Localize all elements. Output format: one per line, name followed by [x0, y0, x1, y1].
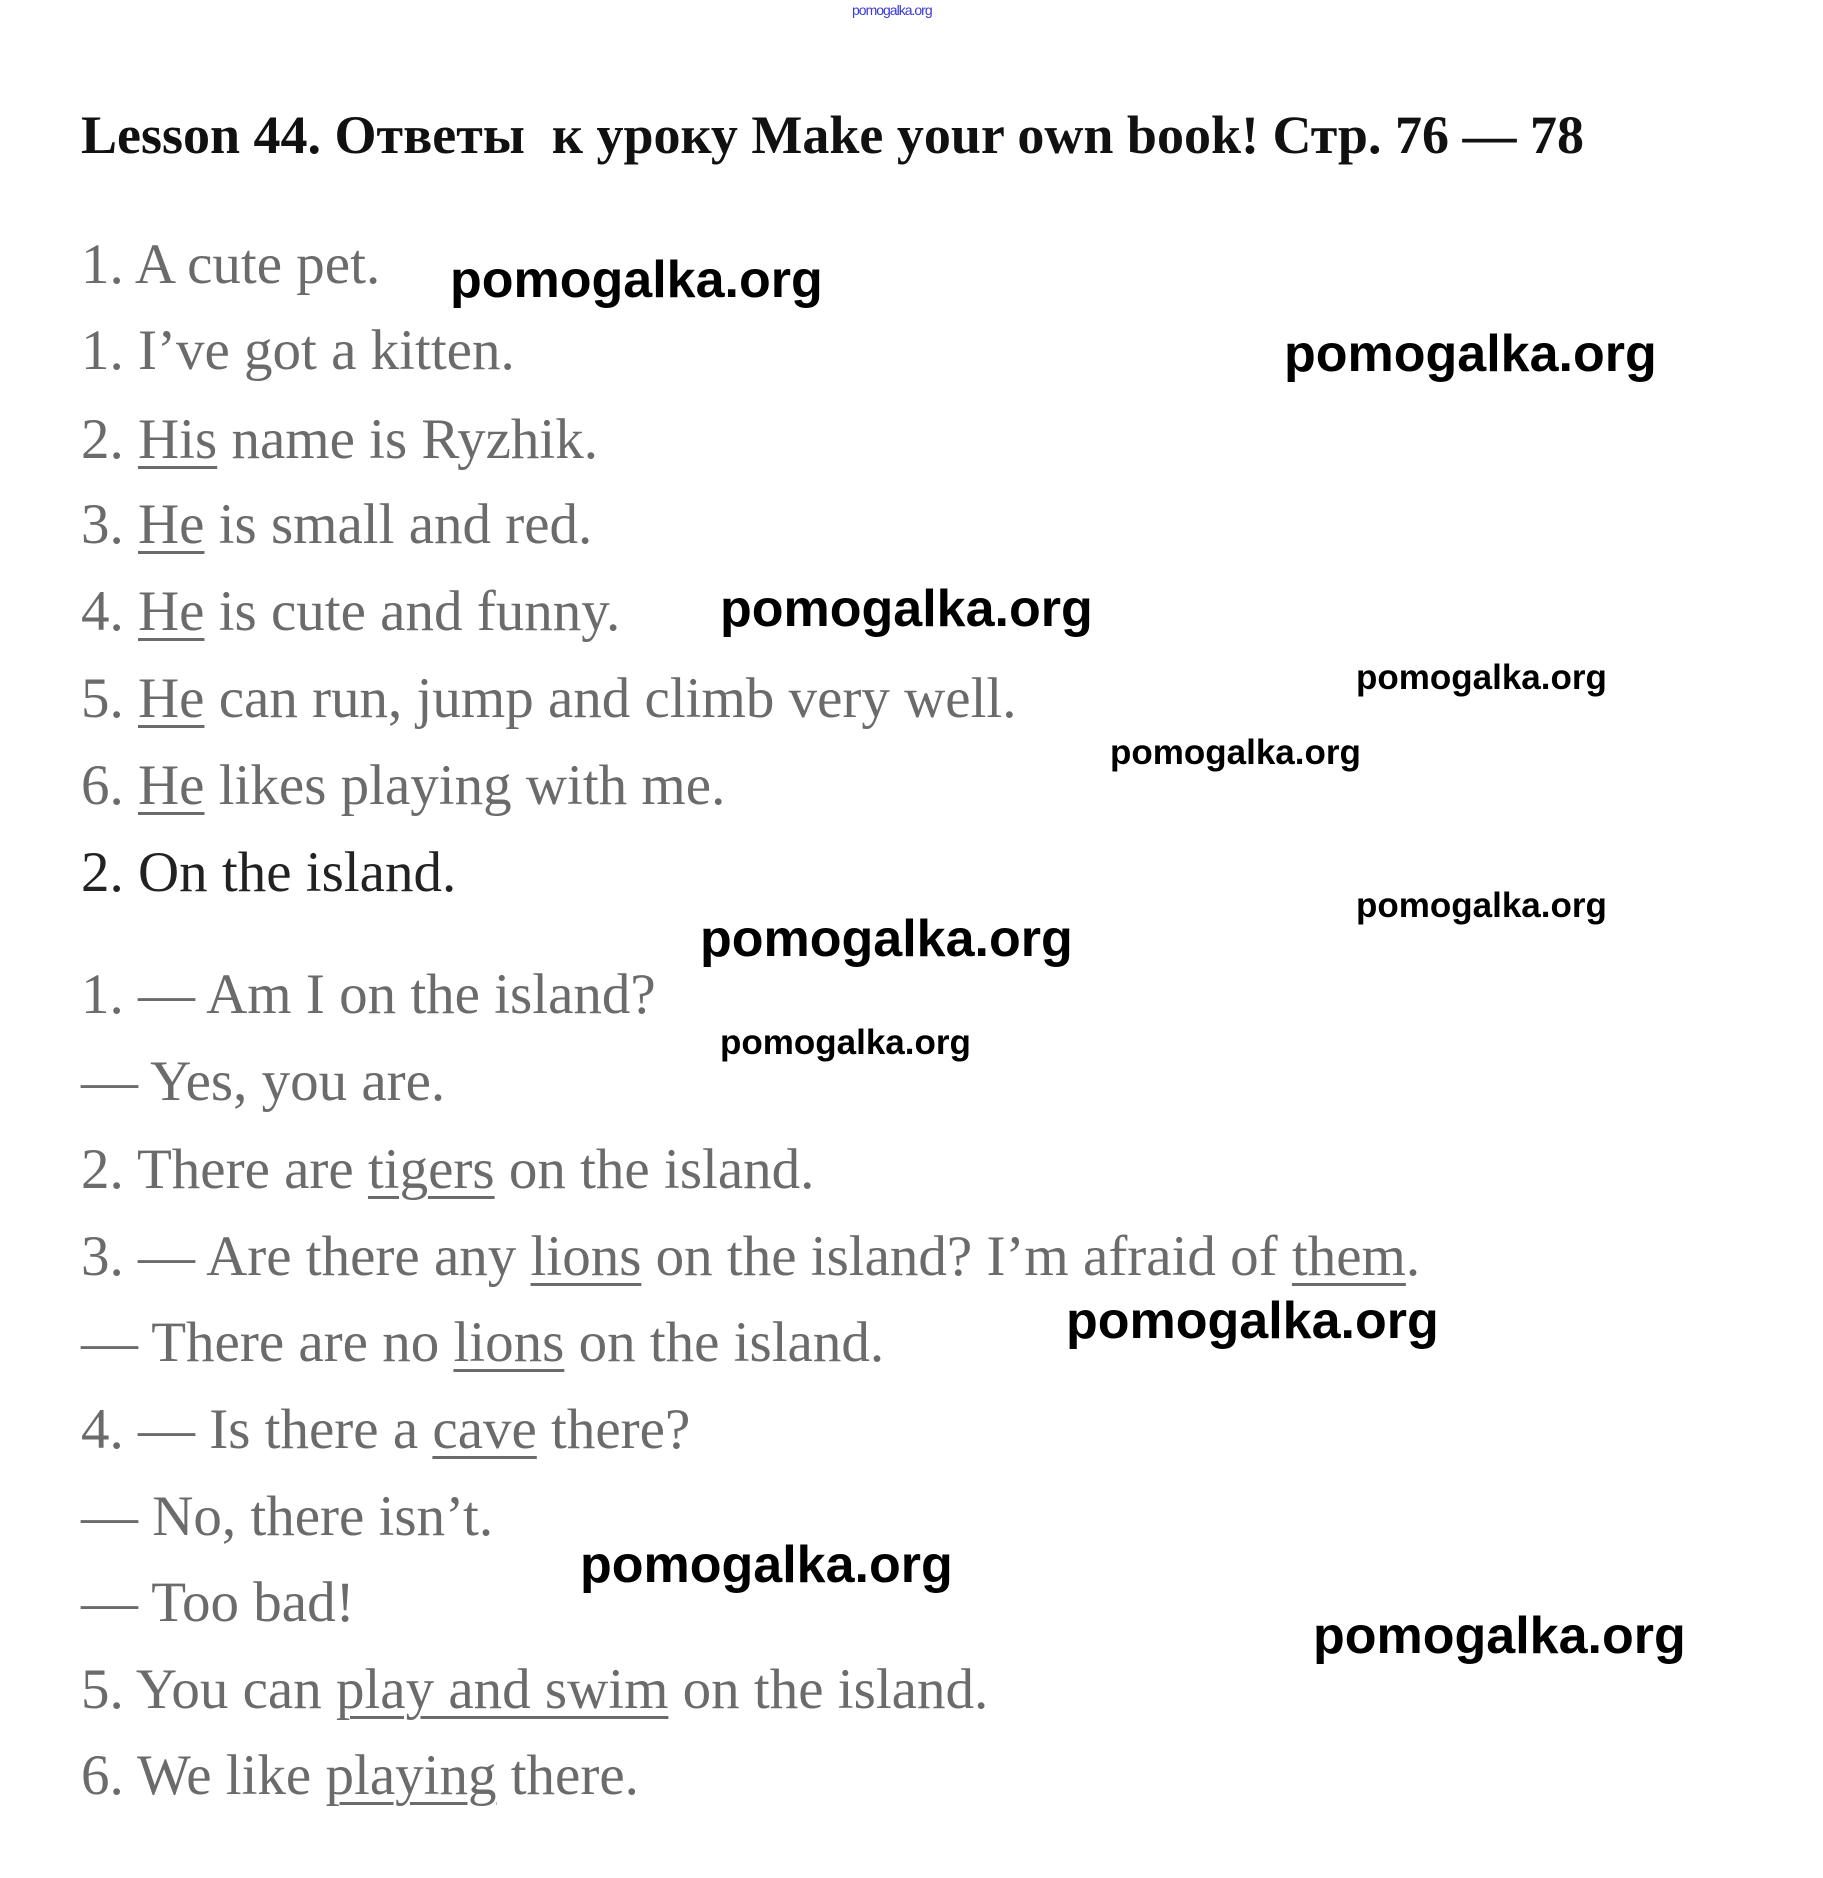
watermark: pomogalka.org: [1356, 658, 1607, 697]
line-text: 4.: [81, 580, 138, 643]
line-text: can run, jump and climb very well.: [204, 667, 1017, 730]
underlined-word: play and swim: [335, 1658, 669, 1721]
watermark: pomogalka.org: [1110, 733, 1361, 772]
line-text: on the island.: [668, 1658, 989, 1721]
underlined-word: lions: [453, 1311, 565, 1374]
answer-line: [81, 1050, 446, 1113]
line-text: likes playing with me.: [204, 754, 726, 817]
answer-line: [81, 319, 515, 382]
watermark: pomogalka.org: [700, 910, 1073, 968]
answer-line: [81, 1138, 815, 1201]
watermark: pomogalka.org: [1066, 1292, 1439, 1350]
answer-line: [81, 1311, 885, 1374]
line-text: 5.: [81, 667, 138, 730]
line-text: — There are no: [81, 1311, 454, 1374]
answer-line: [81, 754, 726, 817]
line-text: 2. There are: [81, 1138, 368, 1201]
answer-line: [81, 408, 599, 471]
line-text: 6.: [81, 754, 138, 817]
line-text: 3.: [81, 493, 138, 556]
watermark: pomogalka.org: [720, 580, 1093, 638]
underlined-word: He: [138, 754, 205, 817]
line-text: 3. — Are there any: [81, 1225, 531, 1288]
line-text: 6. We like: [81, 1744, 326, 1807]
underlined-word: He: [138, 667, 205, 730]
line-text: — No, there isn’t.: [81, 1485, 494, 1548]
line-text: 2. On the island.: [81, 841, 457, 904]
line-text: there?: [536, 1398, 691, 1461]
underlined-word: lions: [530, 1225, 642, 1288]
line-text: .: [1405, 1225, 1421, 1288]
line-text: is cute and funny.: [204, 580, 621, 643]
answer-line: [81, 1485, 494, 1548]
answer-line: [81, 1398, 691, 1461]
line-text: 1. A cute pet.: [81, 233, 381, 296]
line-text: 4. — Is there a: [81, 1398, 433, 1461]
answer-line: [81, 493, 593, 556]
answer-line: [81, 1744, 639, 1807]
line-text: there.: [496, 1744, 639, 1807]
watermark: pomogalka.org: [580, 1536, 953, 1594]
underlined-word: cave: [432, 1398, 537, 1461]
line-text: name is Ryzhik.: [217, 408, 599, 471]
line-text: — Too bad!: [81, 1571, 355, 1634]
underlined-word: them: [1291, 1225, 1406, 1288]
watermark: pomogalka.org: [1356, 886, 1607, 925]
answer-line: [81, 963, 656, 1026]
underlined-word: He: [138, 580, 205, 643]
underlined-word: He: [138, 493, 205, 556]
line-text: 2.: [81, 408, 138, 471]
underlined-word: playing: [325, 1744, 497, 1807]
line-text: — Yes, you are.: [81, 1050, 446, 1113]
underlined-word: His: [138, 408, 218, 471]
header-watermark: pomogalka.org: [852, 2, 932, 18]
line-text: 1. I’ve got a kitten.: [81, 319, 515, 382]
answer-line: [81, 667, 1017, 730]
line-text: is small and red.: [204, 493, 593, 556]
watermark: pomogalka.org: [1313, 1607, 1686, 1665]
answer-line: [81, 233, 381, 296]
answer-line: [81, 1658, 989, 1721]
line-text: on the island.: [564, 1311, 885, 1374]
line-text: 1. — Am I on the island?: [81, 963, 656, 1026]
watermark: pomogalka.org: [450, 251, 823, 309]
answer-line: [81, 580, 621, 643]
line-text: on the island? I’m afraid of: [641, 1225, 1292, 1288]
underlined-word: tigers: [367, 1138, 495, 1201]
answer-line: [81, 1571, 355, 1634]
answer-line: [81, 1225, 1421, 1288]
page-title: Lesson 44. Ответы к уроку Make your own book! Стр. 76 — 78: [81, 105, 1584, 165]
watermark: pomogalka.org: [1284, 325, 1657, 383]
line-text: on the island.: [494, 1138, 815, 1201]
section-heading: [81, 841, 457, 904]
watermark: pomogalka.org: [720, 1023, 971, 1062]
line-text: 5. You can: [81, 1658, 336, 1721]
